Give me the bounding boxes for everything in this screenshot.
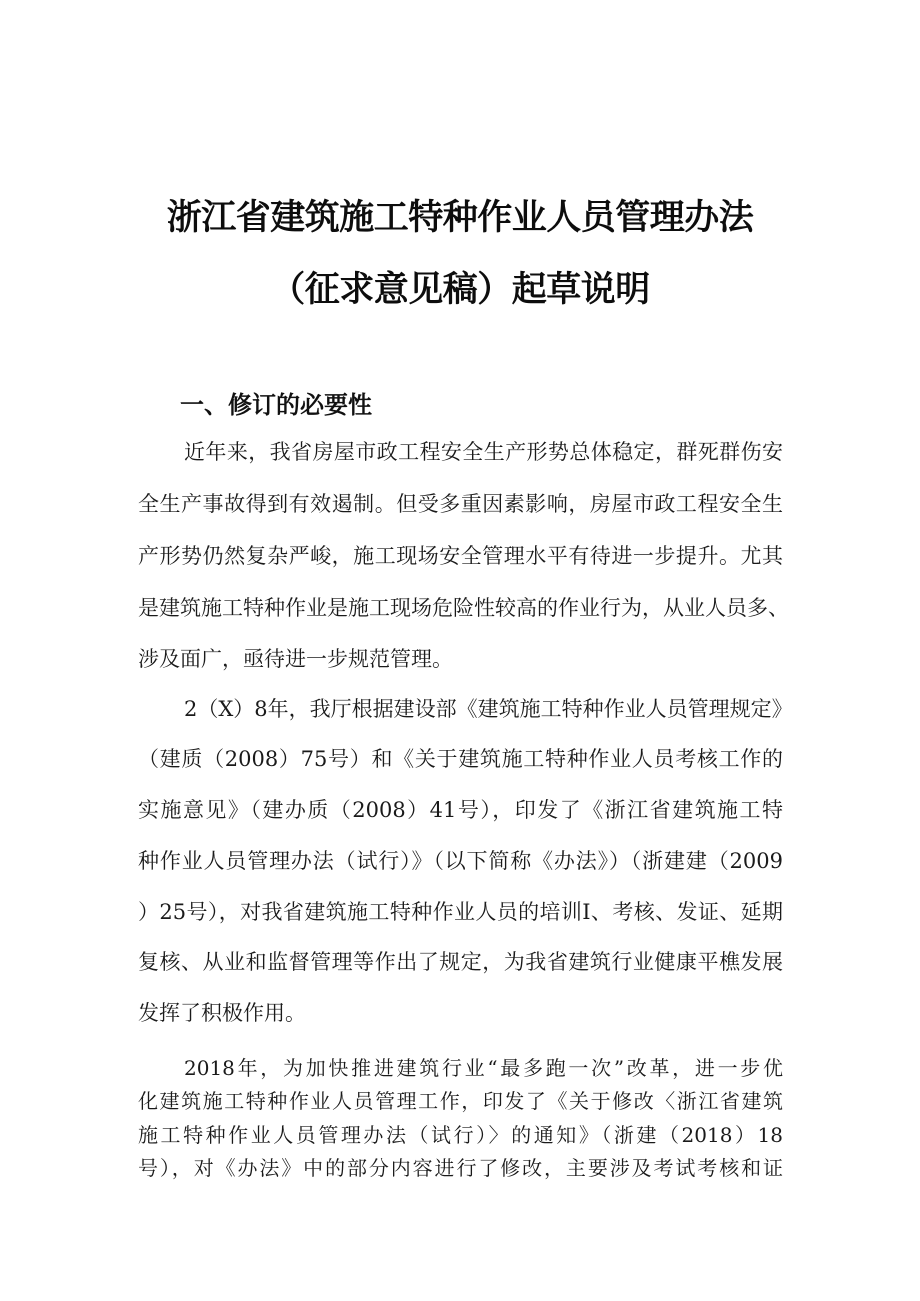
paragraph-line: 涉及面广，亟待进一步规范管理。 xyxy=(138,647,453,671)
document-title-line-2: （征求意见稿）起草说明 xyxy=(270,270,650,310)
paragraph-line: 发挥了积极作用。 xyxy=(138,1001,306,1025)
paragraph-line: 化建筑施工特种作业人员管理工作，印发了《关于修改〈浙江省建筑 xyxy=(138,1089,783,1113)
paragraph-line: （建质（2008）75号）和《关于建筑施工特种作业人员考核工作的 xyxy=(138,747,783,771)
paragraph-line: ）25号），对我省建筑施工特种作业人员的培训I、考核、发证、延期 xyxy=(138,900,783,924)
paragraph-line: 是建筑施工特种作业是施工现场危险性较高的作业行为，从业人员多、 xyxy=(138,596,789,620)
paragraph-line: 2（X）8年，我厅根据建设部《建筑施工特种作业人员管理规定》 xyxy=(184,697,793,721)
paragraph-line: 产形势仍然复杂严峻，施工现场安全管理水平有待进一步提升。尤其 xyxy=(138,544,783,568)
paragraph-line: 种作业人员管理办法（试行）》（以下简称《办法》）（浙建建（2009 xyxy=(138,849,783,873)
paragraph-line: 近年来，我省房屋市政工程安全生产形势总体稳定，群死群伤安 xyxy=(184,440,783,464)
paragraph-line: 施工特种作业人员管理办法（试行）〉的通知》（浙建（2018）18 xyxy=(138,1123,783,1147)
paragraph-line: 号），对《办法》中的部分内容进行了修改，主要涉及考试考核和证 xyxy=(138,1156,783,1180)
section-heading: 一、修订的必要性 xyxy=(180,391,372,419)
paragraph-line: 复核、从业和监督管理等作出了规定，为我省建筑行业健康平樵发展 xyxy=(138,950,783,974)
paragraph-line: 2018年，为加快推进建筑行业“最多跑一次”改革，进一步优 xyxy=(184,1056,783,1080)
paragraph-line: 全生产事故得到有效遏制。但受多重因素影响，房屋市政工程安全生 xyxy=(138,492,783,516)
paragraph-line: 实施意见》（建办质（2008）41号），印发了《浙江省建筑施工特 xyxy=(138,798,783,822)
document-title-line-1: 浙江省建筑施工特种作业人员管理办法 xyxy=(166,198,754,238)
